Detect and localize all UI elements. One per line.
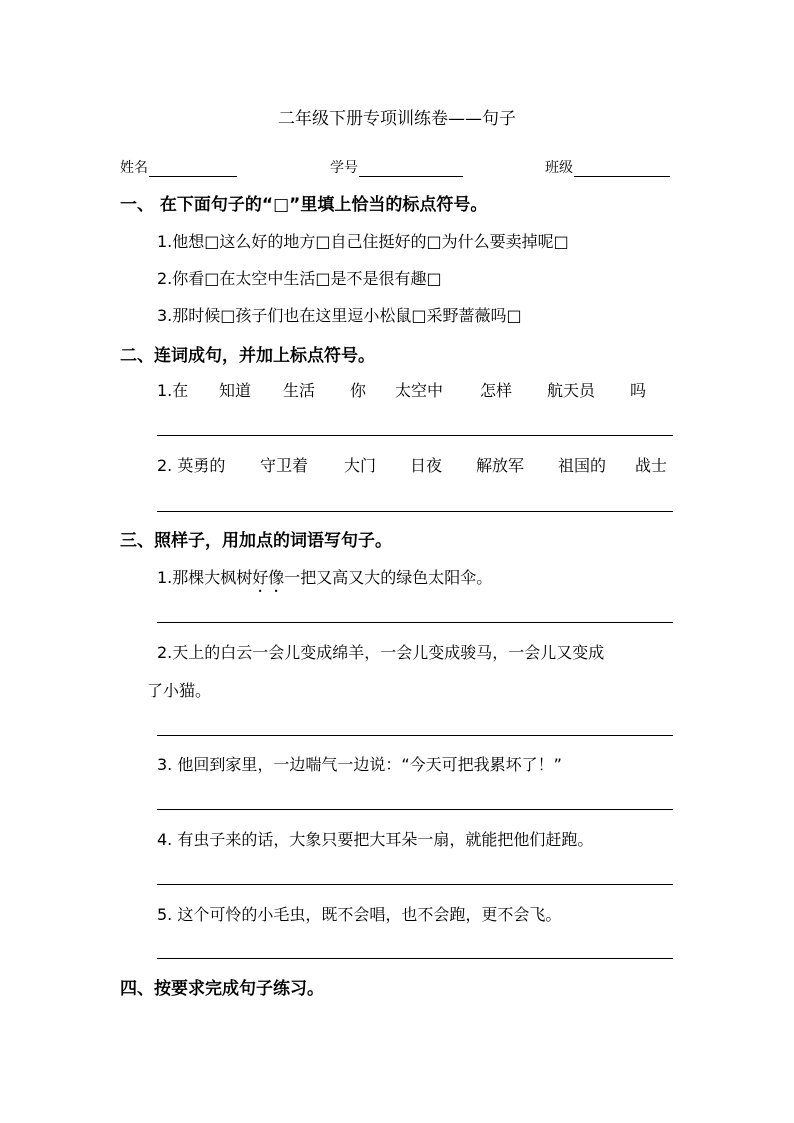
- student-id-label: 学号: [330, 160, 358, 176]
- section-3-heading: 三、照样子，用加点的词语写句子。: [120, 531, 392, 551]
- name-label: 姓名: [120, 160, 148, 176]
- word-chip: 太空中: [395, 381, 444, 400]
- word-chip: 日夜: [410, 456, 443, 475]
- section-1-heading: 一、 在下面句子的“□”里填上恰当的标点符号。: [120, 195, 488, 215]
- s3-question-3: 3. 他回到家里，一边喘气一边说：“今天可把我累坏了！”: [157, 755, 562, 774]
- class-label: 班级: [545, 160, 573, 176]
- word-chip: 战士: [635, 456, 668, 475]
- word-chip: 生活: [283, 381, 316, 400]
- s3-question-4: 4. 有虫子来的话，大象只要把大耳朵一扇，就能把他们赶跑。: [157, 830, 594, 849]
- s3-q1-prefix: 1.那棵大枫树: [157, 568, 253, 587]
- word-chip: 怎样: [480, 381, 513, 400]
- answer-line[interactable]: [157, 958, 673, 959]
- answer-line[interactable]: [157, 435, 673, 436]
- s1-question-3: 3.那时候□孩子们也在这里逗小松鼠□采野蔷薇吗□: [157, 306, 522, 325]
- s3-question-5: 5. 这个可怜的小毛虫，既不会唱，也不会跑，更不会飞。: [157, 905, 562, 924]
- answer-line[interactable]: [157, 809, 673, 810]
- word-chip: 航天员: [547, 381, 596, 400]
- answer-line[interactable]: [157, 622, 673, 623]
- section-2-heading: 二、连词成句，并加上标点符号。: [120, 346, 375, 366]
- s3-question-1: [157, 565, 492, 596]
- s1-question-1: 1.他想□这么好的地方□自己住挺好的□为什么要卖掉呢□: [157, 232, 569, 251]
- answer-line[interactable]: [157, 735, 673, 736]
- name-field[interactable]: [120, 157, 237, 177]
- class-field[interactable]: [545, 157, 670, 177]
- section-4-heading: 四、按要求完成句子练习。: [120, 979, 324, 999]
- name-blank[interactable]: [149, 160, 237, 177]
- answer-line[interactable]: [157, 511, 673, 512]
- s3-question-2-line-2: 了小猫。: [147, 681, 212, 700]
- word-chip: 知道: [219, 381, 252, 400]
- word-chip: 你: [350, 381, 367, 400]
- s3-question-2-line-1: 2.天上的白云一会儿变成绵羊，一会儿变成骏马，一会儿又变成: [157, 643, 605, 662]
- answer-line[interactable]: [157, 884, 673, 885]
- word-chip: 守卫着: [260, 456, 309, 475]
- class-blank[interactable]: [574, 160, 670, 177]
- word-chip: 2. 英勇的: [157, 456, 226, 475]
- student-id-field[interactable]: [330, 157, 463, 177]
- s1-question-2: 2.你看□在太空中生活□是不是很有趣□: [157, 269, 442, 288]
- word-chip: 祖国的: [558, 456, 607, 475]
- word-chip: 吗: [630, 381, 647, 400]
- word-chip: 解放军: [476, 456, 525, 475]
- dotted-word: 好像: [252, 568, 285, 587]
- worksheet-title: 二年级下册专项训练卷——句子: [278, 109, 516, 129]
- word-chip: 大门: [344, 456, 377, 475]
- s3-q1-suffix: 一把又高又大的绿色太阳伞。: [284, 568, 493, 587]
- word-chip: 1.在: [157, 381, 189, 400]
- student-id-blank[interactable]: [359, 160, 463, 177]
